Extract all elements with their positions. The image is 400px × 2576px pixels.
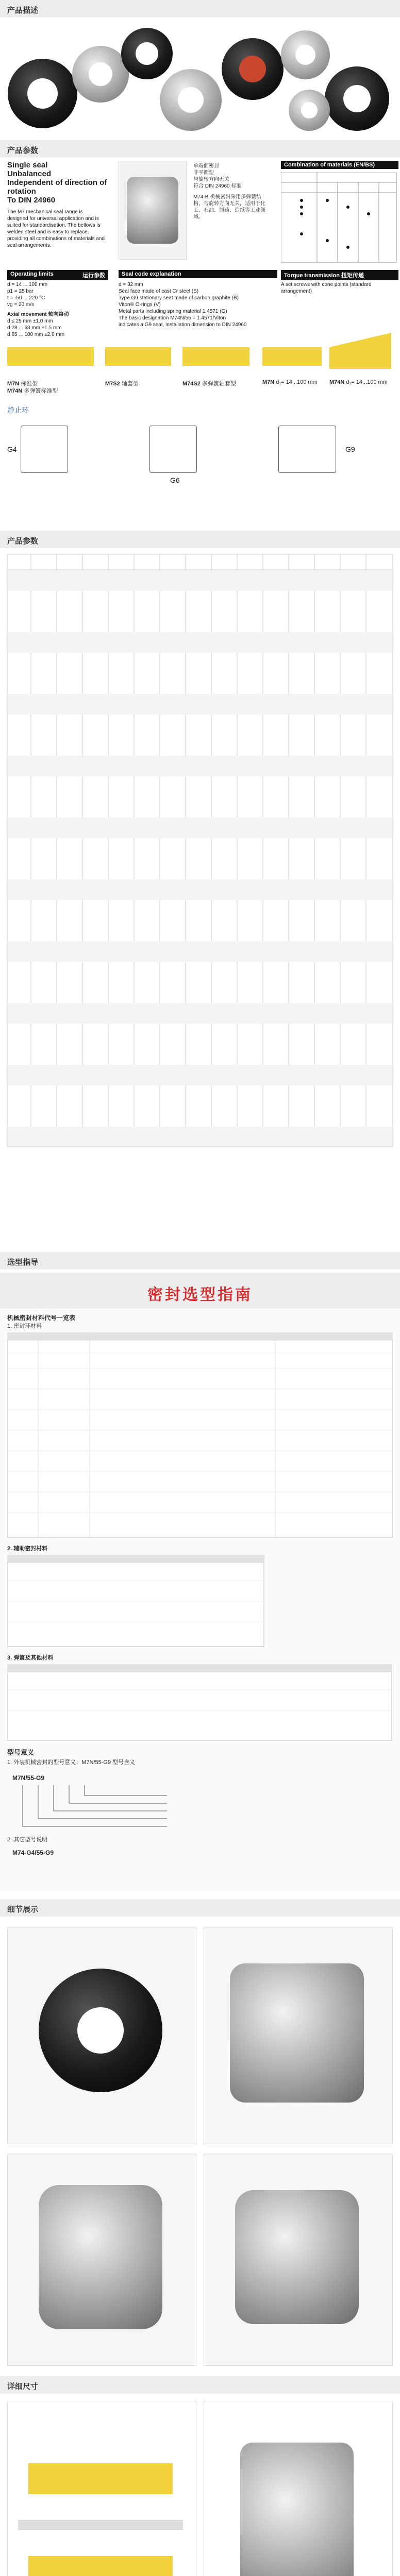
feature-item: Independent of direction of rotation (7, 178, 107, 196)
code-example: M7N/55-G9 (12, 1774, 45, 1782)
detail-photo-spring (7, 2154, 196, 2366)
intro-en: The M7 mechanical seal range is designed for universal application and is suited for standardisation. The bellows is welded steel and is easy to replace, providing all combinations of materials and seal arrangements. (7, 209, 105, 248)
section-title: 产品描述 (7, 6, 39, 15)
code-note: 2. 其它型号说明 (7, 1837, 48, 1843)
code-line: The basic designation M74N/55 = 1.4571/Viton (119, 315, 226, 321)
torque-sub: A set screws with cone points (standard arrangement) (281, 282, 372, 294)
material-code-table (7, 1332, 393, 1538)
variant-code: M74N (329, 379, 345, 385)
section-header-structure (0, 2376, 400, 2394)
table1-title: 机械密封材料代号一览表 (7, 1314, 76, 1321)
code-line: d = 32 mm (119, 282, 143, 287)
seal-code-lines (119, 281, 273, 328)
detail-photo-metal (204, 2154, 393, 2366)
table2-title: 2. 辅助密封材料 (7, 1546, 48, 1552)
variant-note: 多弹簧标准型 (24, 388, 58, 394)
feature-item: To DIN 24960 (7, 196, 56, 205)
op-limits-heading: Operating limits 运行参数 (7, 270, 108, 280)
section-header-product-desc (0, 0, 400, 18)
code-line: Seal face made of cast Cr steel (S) (119, 289, 199, 294)
seat-label: G9 (345, 445, 355, 453)
selection-guide (0, 1273, 400, 1891)
intro-cn: M74-B 机械密封采用多弹簧结构，与旋转方向无关，适用于化工、石油、制药、造纸等工业领域。 (193, 194, 265, 220)
table3-title: 3. 弹簧及其他材料 (7, 1655, 54, 1661)
shaft-drawing (18, 2520, 183, 2530)
variant-note: d₁= 14...100 mm (346, 379, 388, 385)
variant-code: M7S2 (105, 381, 120, 387)
code-line: Metal parts including spring material 1.4571 (G) (119, 309, 227, 314)
variant-note: d₁= 14...100 mm (276, 379, 318, 385)
section-header-details (0, 1899, 400, 1917)
feature-item-cn: 非平衡型 (193, 170, 214, 176)
black-seal-ring (8, 59, 77, 128)
seal-section-drawing (105, 347, 171, 366)
seal-product-photo (0, 18, 400, 136)
metal-seal-body (240, 2443, 354, 2576)
seal-section-drawing (262, 347, 322, 366)
op-limit: p1 = 25 bar (7, 289, 34, 294)
torque-heading: Torque transmission 扭矩传递 (281, 270, 398, 280)
metal-seal-ring (160, 69, 222, 131)
section-title: 选型指导 (7, 1258, 39, 1267)
op-limit: vg = 20 m/s (7, 302, 34, 308)
static-ring-title: 静止环 (7, 406, 29, 414)
black-seal-ring (222, 38, 284, 100)
black-seal-ring (121, 28, 173, 79)
feature-item-cn: 符合 DIN 24960 标准 (193, 183, 242, 189)
variant-note: 轴套型 (121, 381, 139, 387)
seal-section-drawing (28, 2556, 173, 2576)
section-title: 产品参数 (7, 537, 39, 546)
black-seal-ring (39, 1969, 162, 2092)
seal-section-drawing (28, 2463, 173, 2494)
materials-grid (281, 172, 398, 265)
seat-drawing-g6 (149, 426, 197, 473)
guide-title: 密封选型指南 (147, 1286, 253, 1303)
spring-material-table (7, 1664, 393, 1741)
metal-seal-ring (72, 46, 129, 103)
seat-label: G6 (170, 476, 180, 484)
axial-row: d 65 ... 100 mm ±2.0 mm (7, 332, 65, 337)
feature-item-cn: 单端面密封 (193, 163, 219, 169)
code-breakdown-diagram (12, 1785, 270, 1832)
axial-row: d ≤ 25 mm ±1.0 mm (7, 318, 53, 324)
code-note: 1. 外装机械密封的型号意义：M7N/55-G9 型号含义 (7, 1759, 136, 1766)
metal-bellows-seal (230, 1963, 364, 2103)
variant-code: M74S2 (182, 381, 201, 387)
variant-labels (7, 379, 393, 400)
feature-item: Unbalanced (7, 170, 52, 178)
op-limit: d = 14 ... 100 mm (7, 282, 48, 287)
seat-drawing-g9 (278, 426, 336, 473)
aux-seal-table (7, 1555, 265, 1648)
dimension-table-area (0, 549, 400, 1157)
codes-title: 型号意义 (7, 1749, 35, 1756)
materials-heading: Combination of materials (EN/BS) (281, 161, 398, 169)
op-limit: t = -50 ... 220 °C (7, 295, 45, 301)
features-en (7, 161, 110, 249)
dimension-table (0, 549, 400, 1157)
seal-section-drawing (182, 347, 249, 366)
metal-seal-body (127, 177, 178, 244)
seal-cutaway-photo (119, 161, 187, 260)
features-cn (193, 163, 271, 221)
structure-drawing-m7n (7, 2401, 196, 2576)
variant-code: M7N (7, 381, 20, 387)
axial-row: d 28 ... 63 mm ±1.5 mm (7, 325, 62, 331)
feature-item-cn: 与旋转方向无关 (193, 177, 229, 182)
section-title: 详细尺寸 (7, 2382, 39, 2391)
spring-seal-body (39, 2185, 162, 2329)
feature-item: Single seal (7, 161, 48, 170)
metal-seal-ring (281, 30, 330, 79)
cross-section-row (7, 328, 393, 377)
variant-note: 多弹簧轴套型 (202, 381, 236, 387)
seal-section-drawing (7, 347, 94, 366)
variant-code: M74N (7, 388, 23, 394)
code-line: indicates a G9 seat, installation dimension to DIN 24960 (119, 322, 247, 328)
code-line: Type G9 stationary seat made of carbon graphite (B) (119, 295, 239, 301)
code-line: Viton® O-rings (V) (119, 302, 161, 308)
table1-sub: 1. 密封环材料 (7, 1323, 42, 1329)
section-header-product-params (0, 140, 400, 158)
seat-label: G4 (7, 445, 17, 453)
variant-note: 标准型 (21, 381, 38, 387)
axial-title: Axial movement 轴向窜动 (7, 312, 69, 317)
code-example: M74-G4/55-G9 (12, 1849, 54, 1856)
structure-drawing-m74 (204, 2401, 393, 2576)
detail-photo-bellows (204, 1927, 393, 2144)
black-seal-ring (325, 66, 389, 131)
torque-section-drawing (329, 333, 391, 369)
variant-code: M7N (262, 379, 275, 385)
product-parameter-sheet (0, 158, 400, 518)
section-title: 产品参数 (7, 146, 39, 155)
metal-seal-ring (289, 90, 330, 131)
metal-seal-body (235, 2190, 359, 2324)
seal-code-heading: Seal code explanation (119, 270, 277, 278)
section-title: 细节展示 (7, 1905, 39, 1914)
section-header-dimensions (0, 531, 400, 548)
seat-drawing-g4 (21, 426, 68, 473)
detail-photo-black-seal (7, 1927, 196, 2144)
section-header-selection (0, 1252, 400, 1269)
